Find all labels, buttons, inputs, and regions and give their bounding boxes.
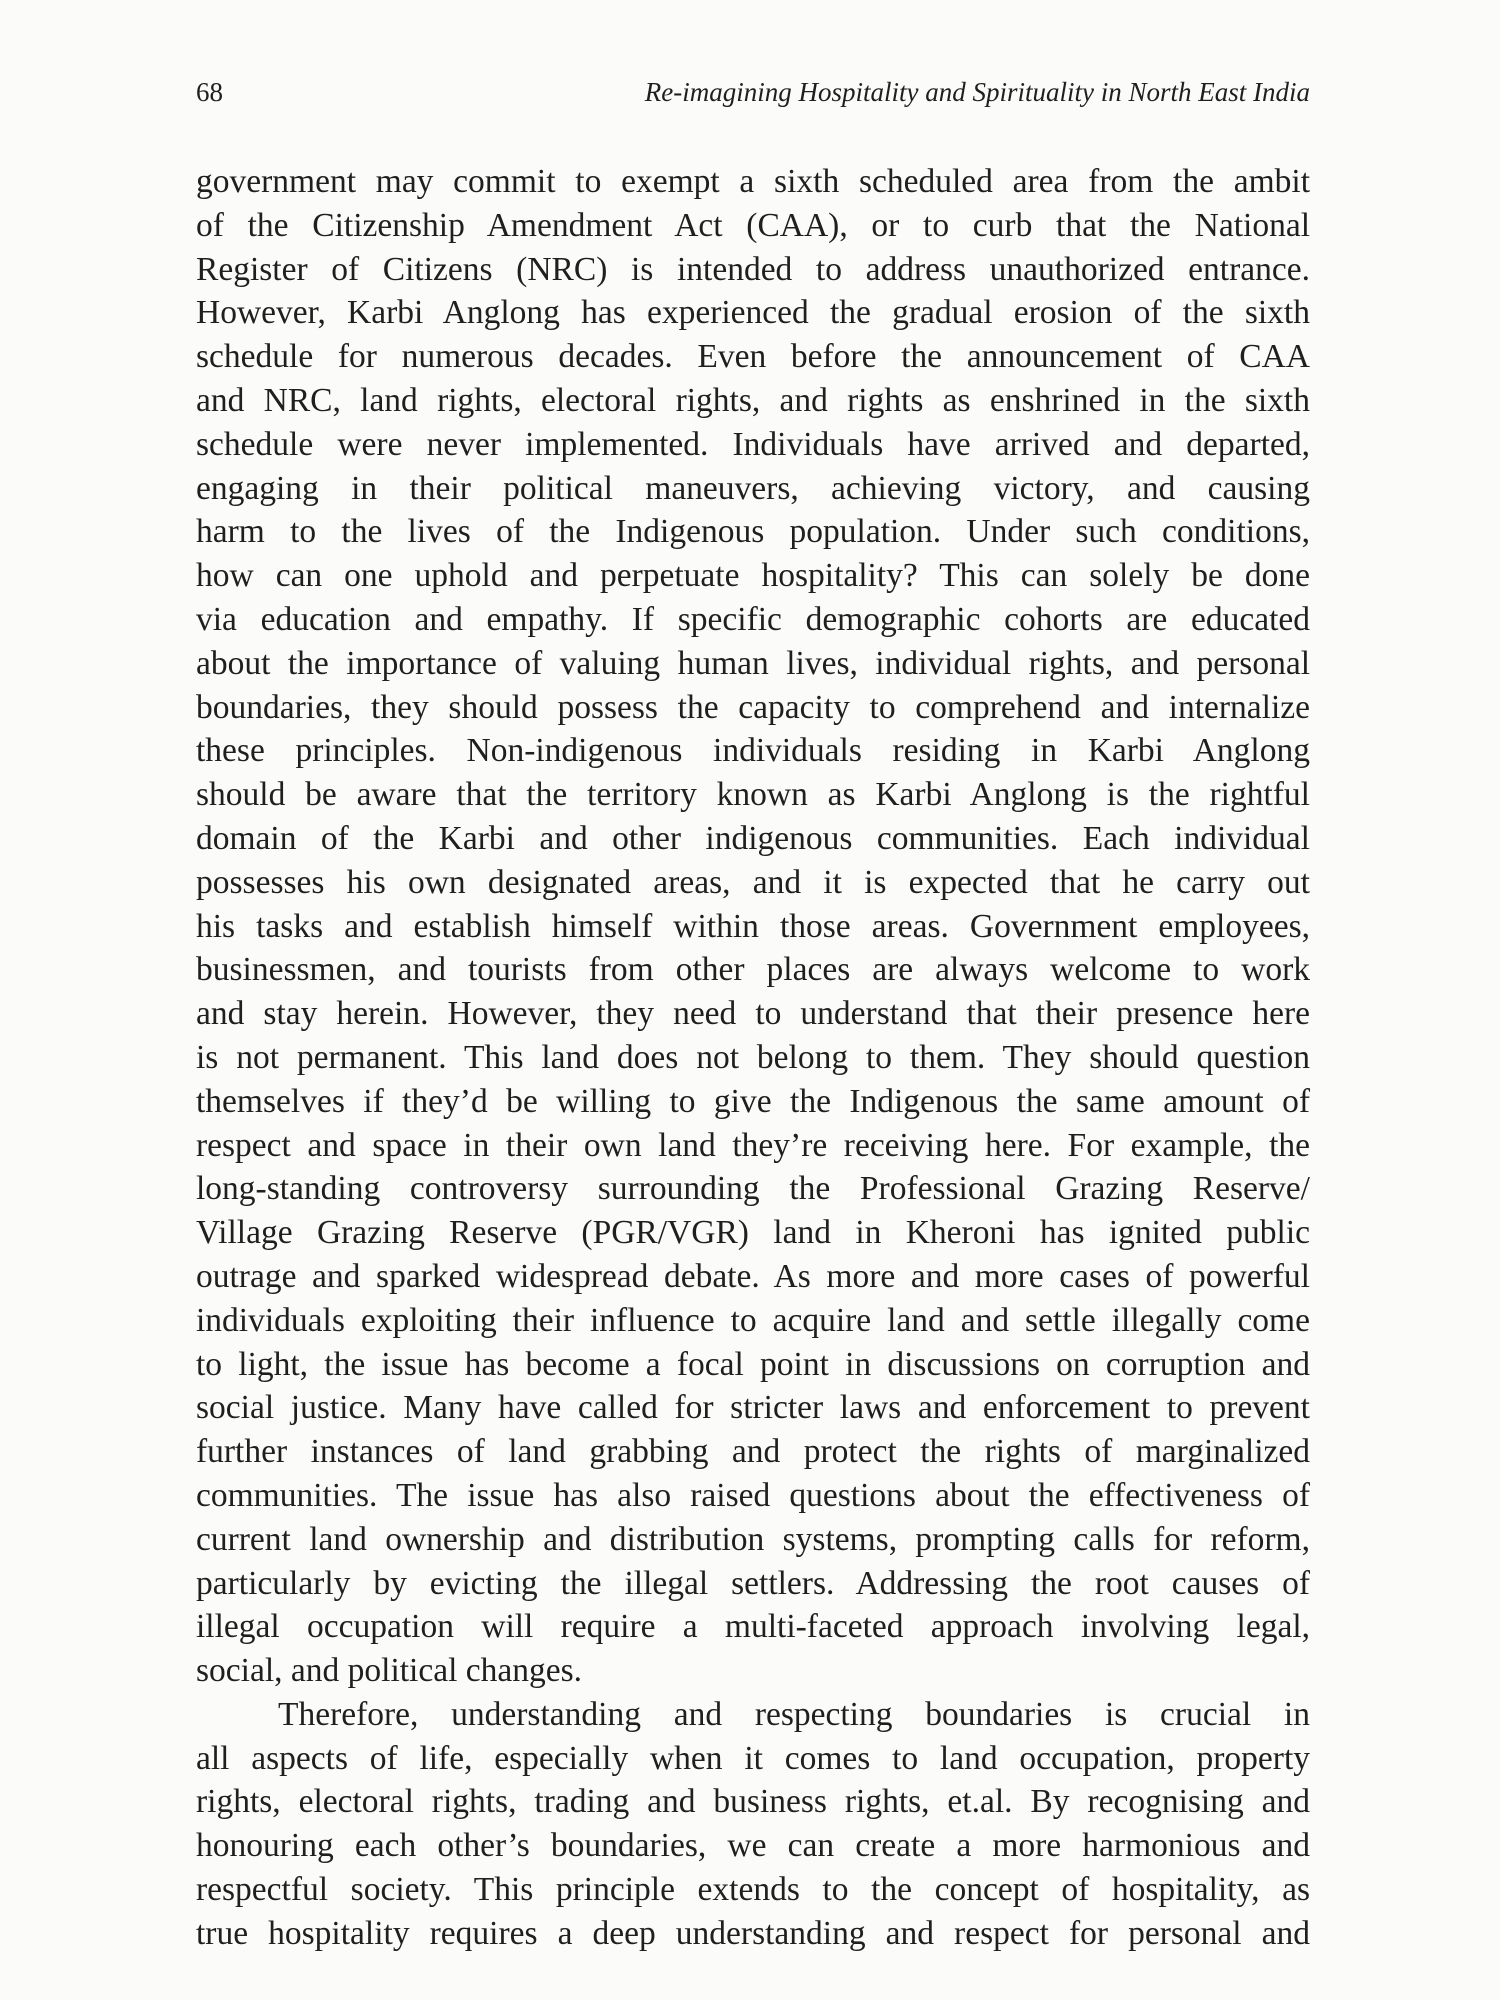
text-line: these principles. Non-indigenous individuals residing in Karbi Anglong (196, 732, 1310, 770)
text-line: schedule for numerous decades. Even before the announcement of CAA (196, 338, 1310, 376)
text-line: further instances of land grabbing and protect the rights of marginalized (196, 1433, 1310, 1471)
text-line: true hospitality requires a deep understanding and respect for personal and (196, 1914, 1310, 1952)
body-text (196, 160, 1310, 1956)
running-head (196, 72, 1310, 112)
text-line: his tasks and establish himself within those areas. Government employees, (196, 907, 1310, 945)
text-line: Therefore, understanding and respecting boundaries is crucial in (278, 1695, 1310, 1733)
text-line: via education and empathy. If specific demographic cohorts are educated (196, 600, 1310, 638)
text-line: themselves if they’d be willing to give the Indigenous the same amount of (196, 1082, 1310, 1120)
text-line: boundaries, they should possess the capacity to comprehend and internalize (196, 688, 1310, 726)
text-line: engaging in their political maneuvers, achieving victory, and causing (196, 469, 1310, 507)
text-line: respectful society. This principle extends to the concept of hospitality, as (196, 1871, 1310, 1909)
text-line: particularly by evicting the illegal settlers. Addressing the root causes of (196, 1564, 1310, 1602)
text-line: rights, electoral rights, trading and business rights, et.al. By recognising and (196, 1783, 1310, 1821)
text-line: is not permanent. This land does not belong to them. They should question (196, 1038, 1310, 1076)
text-line: all aspects of life, especially when it comes to land occupation, property (196, 1739, 1310, 1777)
text-line: should be aware that the territory known as Karbi Anglong is the rightful (196, 776, 1310, 814)
text-line: Register of Citizens (NRC) is intended to address unauthorized entrance. (196, 250, 1310, 288)
paragraph (196, 160, 1310, 1693)
text-line: and NRC, land rights, electoral rights, and rights as enshrined in the sixth (196, 381, 1310, 419)
text-line: respect and space in their own land they’re receiving here. For example, the (196, 1126, 1310, 1164)
text-line: individuals exploiting their influence to acquire land and settle illegally come (196, 1301, 1310, 1339)
text-line: to light, the issue has become a focal point in discussions on corruption and (196, 1345, 1310, 1383)
text-line: businessmen, and tourists from other places are always welcome to work (196, 951, 1310, 989)
text-line: social, and political changes. (196, 1652, 583, 1690)
text-line: honouring each other’s boundaries, we can create a more harmonious and (196, 1827, 1310, 1865)
paragraph (196, 1693, 1310, 1956)
text-line: schedule were never implemented. Individuals have arrived and departed, (196, 425, 1310, 463)
text-line: Village Grazing Reserve (PGR/VGR) land in Kheroni has ignited public (196, 1214, 1310, 1252)
text-line: outrage and sparked widespread debate. As more and more cases of powerful (196, 1257, 1310, 1295)
text-line: of the Citizenship Amendment Act (CAA), or to curb that the National (196, 206, 1310, 244)
text-line: communities. The issue has also raised questions about the effectiveness of (196, 1476, 1310, 1514)
text-line: long-standing controversy surrounding the Professional Grazing Reserve/ (196, 1170, 1310, 1208)
text-line: illegal occupation will require a multi-faceted approach involving legal, (196, 1608, 1310, 1646)
text-line: harm to the lives of the Indigenous population. Under such conditions, (196, 513, 1310, 551)
text-line: government may commit to exempt a sixth scheduled area from the ambit (196, 163, 1310, 200)
text-line: social justice. Many have called for stricter laws and enforcement to prevent (196, 1389, 1310, 1427)
page-number: 68 (196, 77, 223, 107)
text-line: domain of the Karbi and other indigenous communities. Each individual (196, 819, 1310, 857)
text-line: current land ownership and distribution systems, prompting calls for reform, (196, 1520, 1310, 1558)
running-title: Re-imagining Hospitality and Spirituality in North East India (644, 77, 1310, 107)
text-line: about the importance of valuing human lives, individual rights, and personal (196, 644, 1310, 682)
text-line: how can one uphold and perpetuate hospitality? This can solely be done (196, 557, 1310, 595)
text-line: and stay herein. However, they need to understand that their presence here (196, 995, 1310, 1033)
text-line: However, Karbi Anglong has experienced the gradual erosion of the sixth (196, 294, 1310, 332)
text-line: possesses his own designated areas, and it is expected that he carry out (196, 863, 1310, 901)
